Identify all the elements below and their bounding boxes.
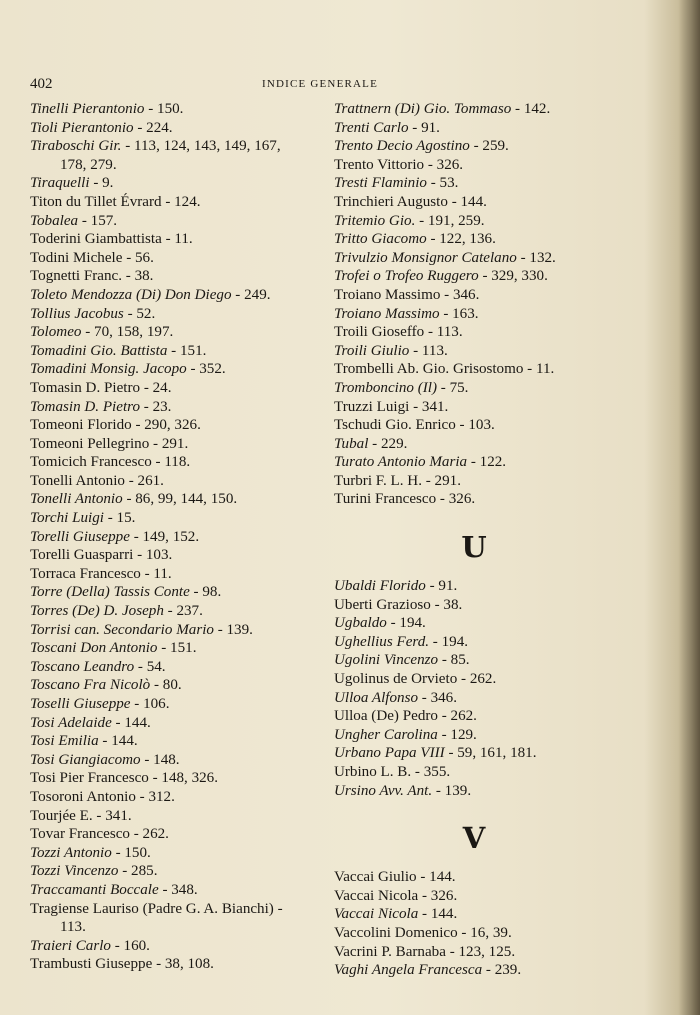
index-entry bbox=[30, 416, 310, 435]
index-entry-pages: - 75. bbox=[437, 379, 469, 396]
index-entry-name: Ugolini Vincenzo bbox=[334, 652, 439, 669]
index-entry-pages: - 132. bbox=[516, 249, 556, 266]
index-entry-pages: - 326. bbox=[436, 491, 476, 508]
index-entry-name: Vaccai Giulio bbox=[334, 869, 417, 886]
index-entry-name: Tritto Giacomo bbox=[334, 231, 427, 248]
index-entry-pages: - 9. bbox=[89, 175, 114, 192]
index-entry-name: Tovar Francesco bbox=[30, 826, 130, 843]
index-entry bbox=[30, 360, 310, 379]
index-entry-pages: - 52. bbox=[123, 305, 156, 322]
index-entry-pages: - 144. bbox=[418, 906, 458, 923]
index-entry-name: Ughellius Ferd. bbox=[334, 633, 430, 650]
index-entry bbox=[30, 714, 310, 733]
index-entry-name: Tognetti Franc. bbox=[30, 268, 122, 285]
index-entry-pages: - 118. bbox=[151, 454, 191, 471]
index-entry bbox=[30, 844, 310, 863]
index-entry-name: Tioli Pierantonio bbox=[30, 119, 134, 136]
index-entry-name: Uberti Grazioso bbox=[334, 596, 431, 613]
index-entry-name: Ursino Avv. Ant. bbox=[334, 782, 433, 799]
index-entry-pages: - 122, 136. bbox=[426, 231, 496, 248]
index-entry bbox=[334, 230, 614, 249]
index-entry bbox=[30, 453, 310, 472]
index-entry-pages: - 291. bbox=[149, 435, 189, 452]
index-entry-pages: - 290, 326. bbox=[131, 417, 201, 434]
index-entry-name: Titon du Tillet Évrard bbox=[30, 193, 162, 210]
index-entry-name: Tomasin D. Pietro bbox=[30, 379, 141, 396]
index-entry-pages: - 262. bbox=[437, 708, 477, 725]
index-entry-name: Tschudi Gio. Enrico bbox=[334, 417, 456, 434]
index-entry-pages: - 16, 39. bbox=[457, 924, 512, 941]
index-entry-pages: - 229. bbox=[368, 435, 408, 452]
index-entry bbox=[30, 881, 310, 900]
letter-heading-v: V bbox=[462, 821, 486, 856]
index-entry bbox=[334, 249, 614, 268]
page-number: 402 bbox=[30, 76, 53, 92]
index-entry bbox=[30, 583, 310, 602]
index-entry-pages: - 113. bbox=[424, 324, 463, 341]
index-entry-name: Tozzi Antonio bbox=[30, 844, 112, 861]
index-entry-name: Torrisi can. Secondario Mario bbox=[30, 621, 214, 638]
index-entry-name: Tosi Giangiacomo bbox=[30, 751, 141, 768]
index-entry bbox=[30, 212, 310, 231]
index-entry-name: Turini Francesco bbox=[334, 491, 437, 508]
index-entry bbox=[334, 137, 614, 156]
index-entry-pages: - 38. bbox=[122, 268, 154, 285]
index-entry-name: Tiraquelli bbox=[30, 175, 90, 192]
index-entry bbox=[334, 453, 614, 472]
index-entry bbox=[30, 174, 310, 193]
index-entry-name: Vaccai Nicola bbox=[334, 906, 419, 923]
index-entry bbox=[30, 955, 310, 974]
index-entry-name: Toleto Mendozza (Di) Don Diego bbox=[30, 286, 232, 303]
index-entry bbox=[334, 707, 614, 726]
index-entry-name: Vaghi Angela Francesca bbox=[334, 962, 483, 979]
index-entry bbox=[334, 744, 614, 763]
index-entry-pages: - 352. bbox=[186, 361, 226, 378]
index-entry-name: Tomadini Monsig. Jacopo bbox=[30, 361, 187, 378]
index-entry bbox=[334, 156, 614, 175]
index-entry-name: Tomicich Francesco bbox=[30, 454, 152, 471]
index-entry-pages: - 106. bbox=[130, 696, 170, 712]
index-entry-pages: - 86, 99, 144, 150. bbox=[122, 491, 238, 508]
index-entry-pages: - 341. bbox=[409, 398, 449, 415]
index-entry-pages: - 285. bbox=[118, 863, 158, 880]
index-entry-name: Tonelli Antonio bbox=[30, 472, 125, 489]
index-entry bbox=[30, 769, 310, 788]
index-entry bbox=[30, 862, 310, 881]
index-entry-pages: - 139. bbox=[432, 782, 472, 799]
index-entry-name: Tonelli Antonio bbox=[30, 491, 123, 508]
index-entry-pages: - 11. bbox=[161, 231, 193, 248]
index-entry-name: Torres (De) D. Joseph bbox=[30, 603, 164, 620]
index-entry-name: Tosi Emilia bbox=[30, 733, 99, 750]
index-entry-name: Tragiense Lauriso (Padre G. A. Bianchi) bbox=[30, 900, 274, 917]
index-entry-pages: - 151. bbox=[157, 640, 197, 657]
index-entry bbox=[334, 961, 614, 980]
index-entry bbox=[30, 193, 310, 212]
index-entry-name: Torelli Giuseppe bbox=[30, 528, 130, 545]
index-entry bbox=[334, 398, 614, 417]
index-entry bbox=[30, 900, 310, 937]
index-entry-pages: - 346. bbox=[418, 689, 458, 706]
index-entry-name: Toscani Don Antonio bbox=[30, 640, 158, 657]
index-entry-pages: - 194. bbox=[429, 633, 469, 650]
index-entry-pages: - 11. bbox=[523, 361, 555, 378]
index-entry bbox=[334, 490, 614, 509]
index-entry-name: Troiano Massimo bbox=[334, 286, 441, 303]
index-entry-name: Torre (Della) Tassis Conte bbox=[30, 584, 190, 601]
index-column-right bbox=[334, 100, 614, 980]
index-section-u bbox=[334, 577, 614, 800]
index-column-left bbox=[30, 100, 310, 974]
index-entry bbox=[30, 267, 310, 286]
index-entry-pages: - 149, 152. bbox=[129, 528, 200, 545]
index-entry-pages: - 70, 158, 197. bbox=[81, 324, 174, 341]
index-entry-pages: - 103. bbox=[133, 547, 173, 564]
index-entry bbox=[30, 249, 310, 268]
page-gutter-shadow bbox=[678, 0, 700, 1015]
index-entry bbox=[334, 651, 614, 670]
index-entry bbox=[334, 689, 614, 708]
index-entry-name: Ulloa Alfonso bbox=[334, 689, 419, 706]
index-entry bbox=[30, 639, 310, 658]
index-entry bbox=[30, 342, 310, 361]
index-entry bbox=[334, 596, 614, 615]
index-entry-name: Traccamanti Boccale bbox=[30, 881, 159, 898]
index-entry-pages: - 239. bbox=[482, 962, 522, 979]
index-entry bbox=[30, 676, 310, 695]
index-entry-name: Trento Vittorio bbox=[334, 156, 425, 173]
index-entry-pages: - 103. bbox=[455, 417, 495, 434]
index-entry-name: Toderini Giambattista bbox=[30, 231, 162, 248]
index-entry-name: Turbri F. L. H. bbox=[334, 472, 422, 489]
index-entry-pages: - 23. bbox=[140, 398, 172, 415]
index-entry-pages: - 346. bbox=[440, 286, 480, 303]
running-title: INDICE GENERALE bbox=[261, 78, 379, 90]
index-entry-pages: - 326. bbox=[418, 887, 458, 904]
index-entry-name: Ungher Carolina bbox=[334, 726, 438, 743]
index-entry bbox=[334, 416, 614, 435]
index-entry bbox=[334, 614, 614, 633]
index-entry-name: Torchi Luigi bbox=[30, 510, 104, 527]
index-entry bbox=[30, 788, 310, 807]
index-entry-pages: - 291. bbox=[421, 472, 461, 489]
index-entry-pages: - 91. bbox=[425, 578, 458, 595]
index-entry-pages: - 348. bbox=[158, 881, 198, 898]
index-entry-name: Turato Antonio Maria bbox=[334, 454, 468, 471]
index-entry-pages: - 54. bbox=[134, 658, 166, 675]
letter-heading-u: U bbox=[461, 530, 487, 565]
index-entry-name: Tosi Pier Francesco bbox=[30, 770, 149, 787]
index-entry bbox=[30, 751, 310, 770]
index-entry bbox=[30, 621, 310, 640]
index-entry-pages: - 24. bbox=[140, 379, 172, 396]
index-entry-name: Ubaldi Florido bbox=[334, 578, 426, 595]
index-entry bbox=[30, 435, 310, 454]
index-entry-pages: - 191, 259. bbox=[415, 212, 485, 229]
index-entry bbox=[334, 435, 614, 454]
index-entry-name: Tubal bbox=[334, 435, 369, 452]
index-entry-pages: - 144. bbox=[111, 714, 151, 731]
index-entry-pages: - 355. bbox=[411, 764, 451, 780]
index-entry-name: Tosoroni Antonio bbox=[30, 788, 136, 805]
index-entry-pages: - 224. bbox=[133, 119, 173, 136]
index-entry-name: Tiraboschi Gir. bbox=[30, 138, 122, 155]
index-entry-name: Tomadini Gio. Battista bbox=[30, 342, 168, 359]
index-entry-pages: - 98. bbox=[189, 584, 222, 601]
index-entry bbox=[30, 230, 310, 249]
index-entry bbox=[30, 305, 310, 324]
index-entry-pages: - 139. bbox=[213, 621, 253, 638]
index-entry-pages: - 80. bbox=[150, 677, 182, 694]
index-entry bbox=[334, 100, 614, 119]
index-entry bbox=[30, 286, 310, 305]
index-entry bbox=[334, 193, 614, 212]
index-entry bbox=[30, 379, 310, 398]
index-entry bbox=[334, 887, 614, 906]
index-entry-pages: - 148. bbox=[140, 751, 180, 768]
index-entry bbox=[30, 398, 310, 417]
index-entry-name: Tolomeo bbox=[30, 324, 82, 341]
index-entry bbox=[334, 943, 614, 962]
index-entry bbox=[334, 267, 614, 286]
index-entry bbox=[30, 937, 310, 956]
index-entry-pages: - 326. bbox=[424, 156, 464, 173]
index-entry-pages: - 151. bbox=[167, 342, 207, 359]
index-entry bbox=[334, 782, 614, 801]
index-entry-name: Tomeoni Florido bbox=[30, 417, 132, 434]
index-entry-pages: - 262. bbox=[129, 826, 169, 843]
index-entry bbox=[334, 342, 614, 361]
index-entry bbox=[334, 577, 614, 596]
index-entry-pages: - 157. bbox=[78, 212, 118, 229]
index-entry bbox=[30, 119, 310, 138]
index-entry-name: Toscano Fra Nicolò bbox=[30, 677, 151, 694]
index-entry-name: Tomasin D. Pietro bbox=[30, 398, 141, 415]
index-entry bbox=[30, 509, 310, 528]
index-entry bbox=[30, 732, 310, 751]
index-entry-pages: - 123, 125. bbox=[445, 943, 516, 960]
index-entry-name: Troiano Massimo bbox=[334, 305, 440, 322]
index-entry-name: Trivulzio Monsignor Catelano bbox=[334, 249, 517, 266]
index-entry-name: Trambusti Giuseppe bbox=[30, 956, 153, 973]
index-entry-pages: - 85. bbox=[438, 652, 470, 669]
index-entry-pages: - 124. bbox=[161, 193, 201, 210]
index-entry-pages: - 237. bbox=[163, 603, 203, 620]
index-entry-name: Tozzi Vincenzo bbox=[30, 863, 119, 880]
index-entry-pages: - 129. bbox=[437, 726, 477, 743]
index-entry bbox=[30, 825, 310, 844]
index-entry bbox=[334, 868, 614, 887]
index-entry-name: Tritemio Gio. bbox=[334, 212, 416, 229]
index-entry-name: Vaccolini Domenico bbox=[334, 924, 458, 941]
index-entry bbox=[334, 119, 614, 138]
index-entry bbox=[30, 602, 310, 621]
index-entry-pages: - 249. bbox=[231, 286, 271, 303]
index-entry bbox=[334, 763, 614, 782]
index-entry bbox=[30, 100, 310, 119]
index-entry-pages: - 59, 161, 181. bbox=[444, 745, 537, 762]
index-entry-pages: - 329, 330. bbox=[478, 268, 548, 285]
index-entry-name: Truzzi Luigi bbox=[334, 398, 410, 415]
index-entry-pages: - 122. bbox=[467, 454, 507, 471]
index-entry-pages: - 38. bbox=[430, 596, 463, 613]
index-entry bbox=[30, 546, 310, 565]
index-entry-name: Tosi Adelaide bbox=[30, 714, 112, 731]
index-entry-name: Torraca Francesco bbox=[30, 565, 141, 582]
index-entry-name: Vaccai Nicola bbox=[334, 887, 419, 904]
index-entry bbox=[334, 472, 614, 491]
index-entry bbox=[30, 490, 310, 509]
index-entry-name: Ugolinus de Orvieto bbox=[334, 671, 458, 688]
index-entry-pages: - 144. bbox=[416, 869, 456, 886]
index-entry bbox=[334, 726, 614, 745]
index-entry bbox=[334, 323, 614, 342]
index-entry-pages: - 262. bbox=[457, 671, 497, 688]
index-entry bbox=[334, 174, 614, 193]
index-entry-name: Toscano Leandro bbox=[30, 658, 135, 675]
index-entry-name: Troili Giulio bbox=[334, 342, 410, 359]
index-entry bbox=[334, 924, 614, 943]
index-entry bbox=[334, 379, 614, 398]
index-section-t bbox=[334, 100, 614, 509]
index-entry bbox=[334, 670, 614, 689]
index-entry bbox=[334, 286, 614, 305]
index-entry bbox=[30, 472, 310, 491]
index-entry-name: Todini Michele bbox=[30, 249, 123, 266]
index-entry-pages: - 163. bbox=[439, 305, 479, 322]
index-entry bbox=[30, 565, 310, 584]
index-entry bbox=[334, 305, 614, 324]
index-entry-name: Troili Gioseffo bbox=[334, 324, 425, 341]
index-entry-name: Traieri Carlo bbox=[30, 937, 111, 954]
index-entry bbox=[334, 633, 614, 652]
index-section-v bbox=[334, 868, 614, 980]
index-entry bbox=[30, 323, 310, 342]
index-entry-name: Trofei o Trofeo Ruggero bbox=[334, 268, 479, 285]
index-entry-name: Trenti Carlo bbox=[334, 119, 409, 136]
index-entry-pages: - 150. bbox=[144, 101, 184, 117]
index-entry-pages: - 15. bbox=[103, 510, 136, 527]
index-entry-pages: - 259. bbox=[469, 138, 509, 155]
index-entry-pages: - 142. bbox=[511, 101, 551, 117]
index-entry-name: Tromboncino (Il) bbox=[334, 379, 437, 396]
index-entry-pages: - 261. bbox=[124, 472, 164, 489]
index-entry-name: Vacrini P. Barnaba bbox=[334, 943, 446, 960]
index-entry-name: Tobalea bbox=[30, 212, 79, 229]
index-entry-name: Toselli Giuseppe bbox=[30, 696, 131, 712]
index-entry-pages: - 144. bbox=[447, 193, 487, 210]
index-entry-name: Ulloa (De) Pedro bbox=[334, 708, 438, 725]
index-entry-name: Torelli Guasparri bbox=[30, 547, 134, 564]
index-entry-name: Ugbaldo bbox=[334, 615, 387, 632]
index-entry-pages: - 148, 326. bbox=[148, 770, 219, 787]
index-entry-pages: - 53. bbox=[426, 175, 459, 192]
index-entry-name: Trombelli Ab. Gio. Grisostomo bbox=[334, 361, 524, 378]
index-entry-pages: - 56. bbox=[122, 249, 154, 266]
index-entry-pages: - 113. bbox=[60, 900, 283, 936]
index-entry bbox=[334, 360, 614, 379]
index-entry bbox=[30, 807, 310, 826]
index-entry-pages: - 160. bbox=[110, 937, 150, 954]
index-entry-name: Urbano Papa VIII bbox=[334, 745, 445, 762]
index-entry-name: Tresti Flaminio bbox=[334, 175, 427, 192]
index-entry-pages: - 91. bbox=[408, 119, 440, 136]
index-entry bbox=[334, 905, 614, 924]
index-entry-name: Urbino L. B. bbox=[334, 764, 412, 780]
index-entry bbox=[30, 695, 310, 714]
index-entry-pages: - 144. bbox=[98, 733, 138, 750]
index-entry-pages: - 38, 108. bbox=[152, 956, 214, 973]
index-entry-name: Tourjée E. bbox=[30, 807, 93, 824]
index-entry-pages: - 341. bbox=[92, 807, 132, 824]
index-entry-pages: - 194. bbox=[386, 615, 426, 632]
index-entry-name: Trento Decio Agostino bbox=[334, 138, 470, 155]
index-entry bbox=[334, 212, 614, 231]
index-entry-name: Trattnern (Di) Gio. Tommaso bbox=[334, 101, 512, 117]
index-entry-name: Tollius Jacobus bbox=[30, 305, 124, 322]
index-entry-pages: - 312. bbox=[135, 788, 175, 805]
index-entry-name: Tinelli Pierantonio bbox=[30, 101, 145, 117]
index-entry-name: Trinchieri Augusto bbox=[334, 193, 448, 210]
index-entry bbox=[30, 658, 310, 677]
index-entry-name: Tomeoni Pellegrino bbox=[30, 435, 150, 452]
index-entry-pages: - 113, 124, 143, 149, 167, 178, 279. bbox=[60, 138, 281, 173]
index-entry bbox=[30, 137, 310, 174]
page-header bbox=[30, 76, 610, 96]
index-entry-pages: - 150. bbox=[111, 844, 151, 861]
index-entry-pages: - 113. bbox=[409, 342, 448, 359]
index-entry-pages: - 11. bbox=[140, 565, 172, 582]
index-entry bbox=[30, 528, 310, 547]
